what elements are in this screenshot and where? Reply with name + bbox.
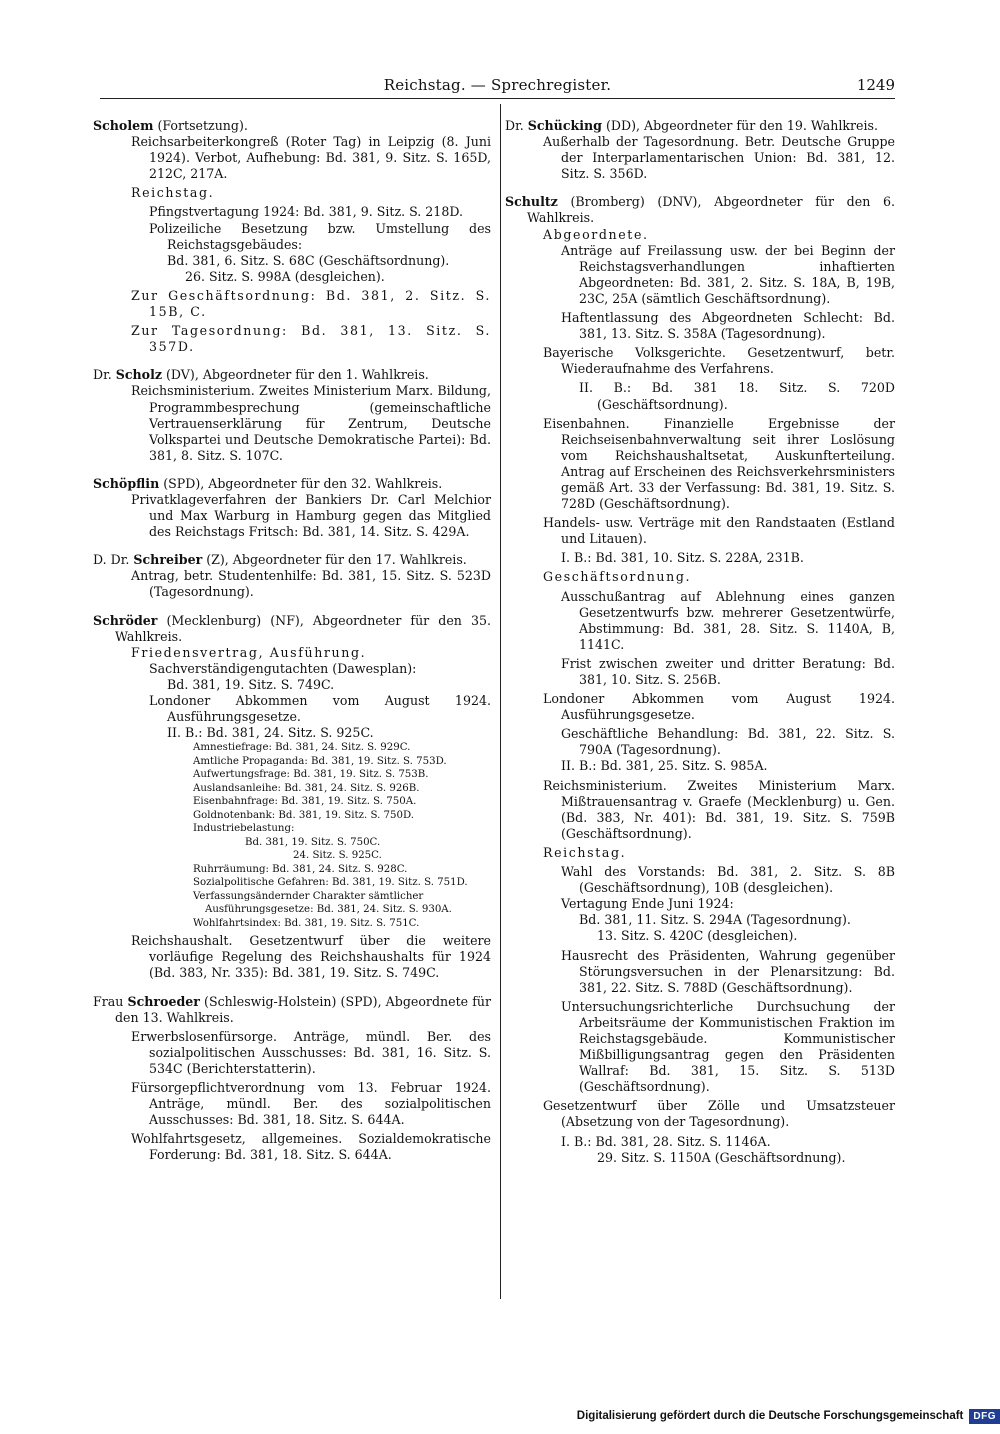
entry-item: Bd. 381, 6. Sitz. S. 68C (Geschäftsordnung). xyxy=(167,252,450,268)
sub-item: Amnestiefrage: Bd. 381, 24. Sitz. S. 929C. xyxy=(193,742,411,754)
sub-item: Goldnotenbank: Bd. 381, 19. Sitz. S. 750D. xyxy=(193,809,415,821)
entry-subject: Reichstag. xyxy=(131,185,215,201)
entry-item: Handels- usw. Verträge mit den Randstaaten (Estland und Litauen). xyxy=(543,515,895,547)
person-name: Schultz xyxy=(505,194,558,210)
entry-heading: Scholem (Fortsetzung). xyxy=(93,118,248,133)
entry-schuecking xyxy=(505,118,895,182)
dfg-logo: DFG xyxy=(969,1409,1000,1424)
entry-item: 26. Sitz. S. 998A (desgleichen). xyxy=(185,268,385,284)
entry-heading: Dr. Schücking (DD), Abgeordneter für den 19. Wahlkreis. xyxy=(505,118,878,133)
entry-heading: Dr. Scholz (DV), Abgeordneter für den 1. Wahlkreis. xyxy=(93,367,429,383)
person-name: Scholem xyxy=(93,118,154,133)
entry-item: 29. Sitz. S. 1150A (Geschäftsordnung). xyxy=(597,1149,846,1165)
entry-heading: Schöpflin (SPD), Abgeordneter für den 32. Wahlkreis. xyxy=(93,475,443,491)
entry-item: Pfingstvertagung 1924: Bd. 381, 9. Sitz. S. 218D. xyxy=(149,204,463,220)
entry-item: Bayerische Volksgerichte. Gesetzentwurf, betr. Wiederaufnahme des Verfahrens. xyxy=(543,345,895,377)
entry-item: Sachverständigengutachten (Dawesplan): xyxy=(149,660,417,676)
entry-item: Antrag, betr. Studentenhilfe: Bd. 381, 15. Sitz. S. 523D (Tagesordnung). xyxy=(131,568,491,600)
entry-item: Bd. 381, 11. Sitz. S. 294A (Tagesordnung). xyxy=(579,912,851,928)
column-divider xyxy=(500,104,501,1299)
entry-item: 13. Sitz. S. 420C (desgleichen). xyxy=(597,928,798,944)
entry-schroeder-frau xyxy=(93,994,491,1164)
sub-item: Industriebelastung: xyxy=(193,823,295,835)
entry-item: Erwerbslosenfürsorge. Anträge, mündl. Ber. des sozialpolitischen Ausschusses: Bd. 381, 16. Sitz. S. 534C (Berichterstatterin). xyxy=(131,1028,491,1076)
entry-heading: Frau Schroeder (Schleswig-Holstein) (SPD), Abgeordnete für den 13. Wahlkreis. xyxy=(93,993,491,1025)
left-column xyxy=(93,118,491,1176)
entry-subject: Abgeordnete. xyxy=(543,226,649,242)
entry-item: Eisenbahnen. Finanzielle Ergebnisse der Reichseisenbahnverwaltung seit ihrer Loslösung vom Reichshaushaltsetat, Auskunfterteilung. Antrag auf Erscheinen des Reichsverkehrsministers gemäß Art. 33 der Verfassung: Bd. 381, 19. Sitz. S. 728D (Geschäftsordnung). xyxy=(543,415,895,512)
sub-item: Ruhrräumung: Bd. 381, 24. Sitz. S. 928C. xyxy=(193,863,408,875)
sub-item: Auslandsanleihe: Bd. 381, 24. Sitz. S. 926B. xyxy=(193,782,420,794)
entry-item: Reichsarbeiterkongreß (Roter Tag) in Leipzig (8. Juni 1924). Verbot, Aufhebung: Bd. 381, 9. Sitz. S. 165D, 212C, 217A. xyxy=(131,134,491,182)
person-name: Scholz xyxy=(115,367,163,383)
sub-item: Wohlfahrtsindex: Bd. 381, 19. Sitz. S. 751C. xyxy=(193,917,420,929)
entry-item: Vertagung Ende Juni 1924: xyxy=(561,896,734,912)
entry-subject: Zur Geschäftsordnung: Bd. 381, 2. Sitz. S. 15B, C. xyxy=(131,287,491,320)
entry-subject: Friedensvertrag, Ausführung. xyxy=(131,644,367,660)
entry-item: I. B.: Bd. 381, 10. Sitz. S. 228A, 231B. xyxy=(561,550,804,566)
sub-item: Bd. 381, 19. Sitz. S. 750C. xyxy=(245,836,381,848)
entry-item: Haftentlassung des Abgeordneten Schlecht: Bd. 381, 13. Sitz. S. 358A (Tagesordnung). xyxy=(561,310,895,342)
entry-item: Wohlfahrtsgesetz, allgemeines. Sozialdemokratische Forderung: Bd. 381, 18. Sitz. S. 644A. xyxy=(131,1131,491,1163)
entry-subject: Geschäftsordnung. xyxy=(543,569,692,585)
entry-heading: Schröder (Mecklenburg) (NF), Abgeordneter für den 35. Wahlkreis. xyxy=(93,612,491,644)
sub-item: Eisenbahnfrage: Bd. 381, 19. Sitz. S. 750A. xyxy=(193,796,417,808)
entry-heading: Schultz (Bromberg) (DNV), Abgeordneter für den 6. Wahlkreis. xyxy=(505,194,895,226)
footer-text: Digitalisierung gefördert durch die Deutsche Forschungsgemeinschaft xyxy=(576,1410,964,1422)
entry-schultz xyxy=(505,194,895,1165)
entry-scholem xyxy=(93,118,491,355)
person-name: Schröder xyxy=(93,612,158,628)
entry-subject: Reichstag. xyxy=(543,844,627,860)
entry-item: Reichshaushalt. Gesetzentwurf über die weitere vorläufige Regelung des Reichshaushalts für 1924 (Bd. 383, Nr. 335): Bd. 381, 19. Sitz. S. 749C. xyxy=(131,933,491,981)
entry-schroeder xyxy=(93,613,491,982)
entry-heading: D. Dr. Schreiber (Z), Abgeordneter für den 17. Wahlkreis. xyxy=(93,552,467,568)
entry-item: II. B.: Bd. 381, 25. Sitz. S. 985A. xyxy=(561,758,768,774)
entry-item: Fürsorgepflichtverordnung vom 13. Februar 1924. Anträge, mündl. Ber. des sozialpolitischen Ausschusses: Bd. 381, 18. Sitz. S. 644A. xyxy=(131,1080,491,1128)
entry-item: Gesetzentwurf über Zölle und Umsatzsteuer (Absetzung von der Tagesordnung). xyxy=(543,1098,895,1130)
entry-scholz xyxy=(93,367,491,464)
entry-item: Reichsministerium. Zweites Ministerium Marx. Bildung, Programmbesprechung (gemeinschaftliche Vertrauenserklärung für Zentrum, Deutsche Volkspartei und Deutsche Demokratische Partei): Bd. 381, 8. Sitz. S. 107C. xyxy=(131,383,491,463)
entry-item: Außerhalb der Tagesordnung. Betr. Deutsche Gruppe der Interparlamentarischen Union: Bd. 381, 12. Sitz. S. 356D. xyxy=(543,134,895,182)
header-title: Reichstag. — Sprechregister. xyxy=(383,76,612,94)
entry-item: I. B.: Bd. 381, 28. Sitz. S. 1146A. xyxy=(561,1133,771,1149)
entry-schreiber xyxy=(93,552,491,600)
entry-item: Ausschußantrag auf Ablehnung eines ganzen Gesetzentwurfs bzw. mehrerer Gesetzentwürfe, Abstimmung: Bd. 381, 28. Sitz. S. 1140A, B, 1141C. xyxy=(561,588,895,652)
entry-item: Frist zwischen zweiter und dritter Beratung: Bd. 381, 10. Sitz. S. 256B. xyxy=(561,655,895,687)
sub-item: Aufwertungsfrage: Bd. 381, 19. Sitz. S. 753B. xyxy=(193,769,429,781)
sub-item: Amtliche Propaganda: Bd. 381, 19. Sitz. S. 753D. xyxy=(193,755,447,767)
sub-item: Verfassungsändernder Charakter sämtlicher Ausführungsgesetze: Bd. 381, 24. Sitz. S. 930A. xyxy=(193,890,452,916)
person-name: Schücking xyxy=(527,118,602,133)
entry-item: Reichsministerium. Zweites Ministerium Marx. Mißtrauensantrag v. Graefe (Mecklenburg) u. Gen. (Bd. 383, Nr. 401): Bd. 381, 19. Sitz. S. 759B (Geschäftsordnung). xyxy=(543,777,895,841)
entry-subject: Zur Tagesordnung: Bd. 381, 13. Sitz. S. 357D. xyxy=(131,323,491,355)
person-name: Schöpflin xyxy=(93,475,160,491)
entry-item: Hausrecht des Präsidenten, Wahrung gegenüber Störungsversuchen in der Plenarsitzung: Bd. 381, 22. Sitz. S. 788D (Geschäftsordnung). xyxy=(561,947,895,995)
entry-item: Londoner Abkommen vom August 1924. Ausführungsgesetze. xyxy=(543,691,895,723)
entry-item: Anträge auf Freilassung usw. der bei Beginn der Reichstagsverhandlungen inhaftierten Abgeordneten: Bd. 381, 2. Sitz. S. 18A, B, 19B, 23C, 25A (sämtlich Geschäftsordnung). xyxy=(561,242,895,306)
entry-item: Wahl des Vorstands: Bd. 381, 2. Sitz. S. 8B (Geschäftsordnung), 10B (desgleichen). xyxy=(561,864,895,896)
sub-item: 24. Sitz. S. 925C. xyxy=(293,850,382,862)
person-name: Schroeder xyxy=(127,993,200,1009)
right-column xyxy=(505,118,895,1178)
entry-schoepflin xyxy=(93,476,491,540)
entry-item: Geschäftliche Behandlung: Bd. 381, 22. Sitz. S. 790A (Tagesordnung). xyxy=(561,726,895,758)
page-number: 1249 xyxy=(856,76,895,94)
entry-item: Bd. 381, 19. Sitz. S. 749C. xyxy=(167,676,335,692)
entry-item: Privatklageverfahren der Bankiers Dr. Carl Melchior und Max Warburg in Hamburg gegen das Mitglied des Reichstags Fritsch: Bd. 381, 14. Sitz. S. 429A. xyxy=(131,491,491,540)
entry-item: Untersuchungsrichterliche Durchsuchung der Arbeitsräume der Kommunistischen Fraktion im Reichstagsgebäude. Kommunistischer Mißbilligungsantrag gegen den Präsidenten Wallraf: Bd. 381, 15. Sitz. S. 513D (Geschäftsordnung). xyxy=(561,998,895,1095)
funding-footer xyxy=(577,1403,1000,1429)
person-name: Schreiber xyxy=(133,552,203,568)
entry-item: II. B.: Bd. 381 18. Sitz. S. 720D (Geschäftsordnung). xyxy=(579,380,895,412)
entry-item: Polizeiliche Besetzung bzw. Umstellung des Reichstagsgebäudes: xyxy=(149,220,491,252)
entry-item: II. B.: Bd. 381, 24. Sitz. S. 925C. xyxy=(167,725,374,741)
sub-item: Sozialpolitische Gefahren: Bd. 381, 19. Sitz. S. 751D. xyxy=(193,877,468,889)
running-header xyxy=(100,76,895,99)
entry-item: Londoner Abkommen vom August 1924. Ausführungsgesetze. xyxy=(149,693,491,725)
